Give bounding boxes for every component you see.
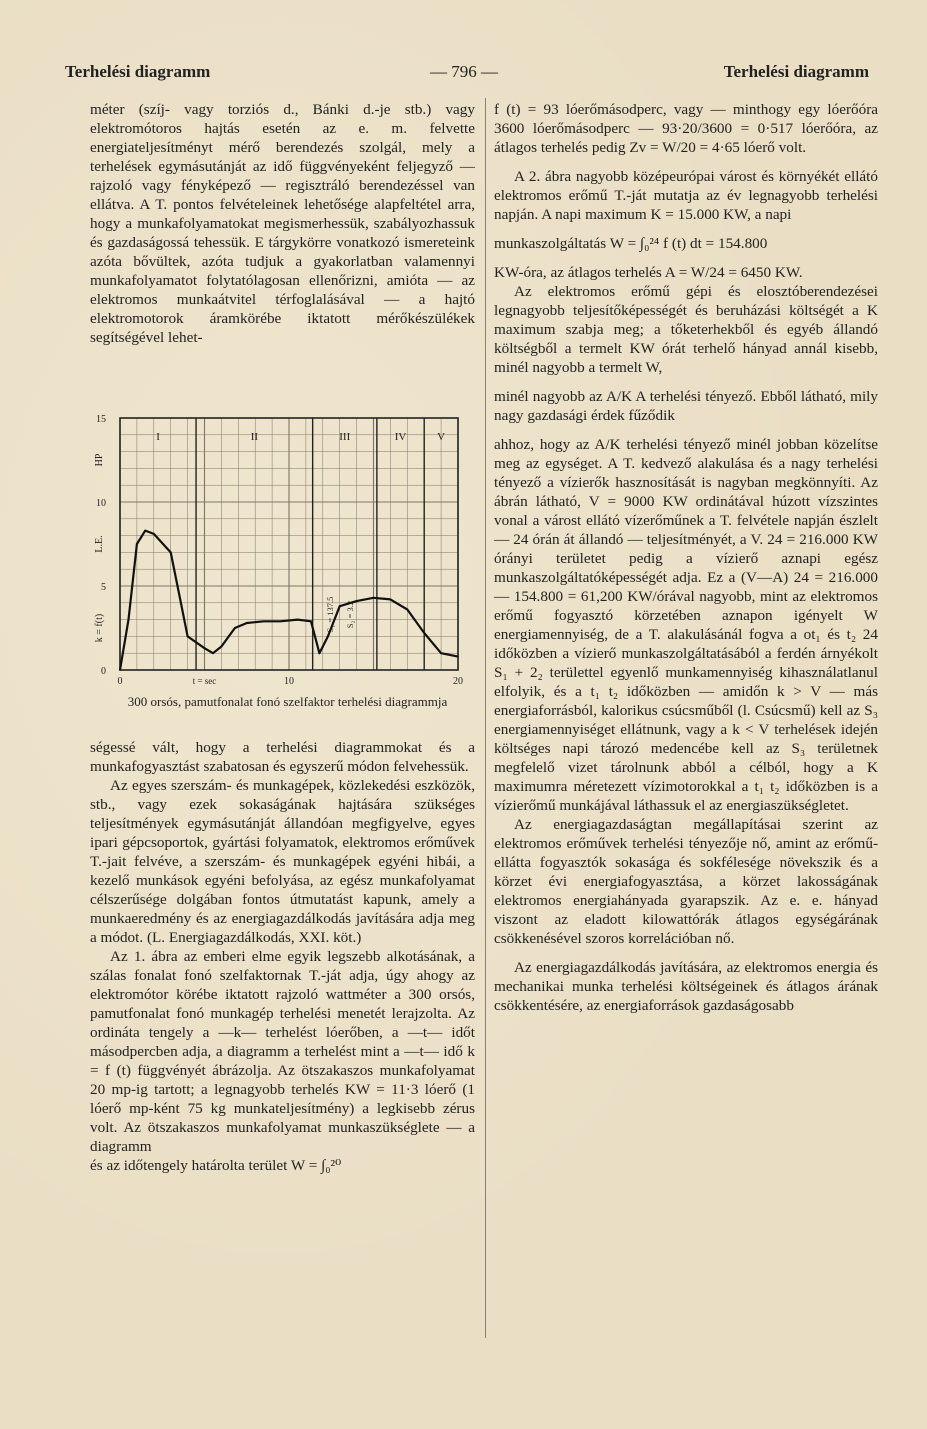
data-point bbox=[373, 597, 375, 599]
data-point bbox=[136, 543, 138, 545]
data-point bbox=[178, 594, 180, 596]
paragraph: és az időtengely határolta terület W = ∫₀²⁰ bbox=[90, 1157, 342, 1174]
data-point bbox=[221, 646, 223, 648]
data-point bbox=[390, 599, 392, 601]
phase-label: I bbox=[156, 430, 160, 443]
y-tick-label: 0 bbox=[101, 666, 106, 677]
y-tick-label: 5 bbox=[101, 582, 106, 593]
data-point bbox=[297, 619, 299, 621]
data-point bbox=[246, 622, 248, 624]
data-point bbox=[145, 530, 147, 532]
paragraph: f (t) = 93 lóerőmásodperc, vagy — minthogy egy lóerőóra 3600 lóerőmásodperc — 93·20/3600 = 0·517 lóerőóra, az átlagos terhelés pedig Zv = W/20 = 4·65 lóerő volt. bbox=[494, 101, 878, 156]
right-column bbox=[494, 100, 878, 1015]
x-axis-label: t = sec bbox=[192, 676, 217, 686]
data-point bbox=[153, 533, 155, 535]
header-left-title: Terhelési diagramm bbox=[65, 62, 211, 81]
x-tick-label: 0 bbox=[117, 676, 123, 687]
y-tick-label: 10 bbox=[96, 498, 106, 509]
data-point bbox=[356, 600, 358, 602]
phase-label: V bbox=[437, 430, 446, 443]
y-secondary-label: L.E. bbox=[94, 535, 105, 553]
data-point bbox=[119, 669, 121, 671]
paragraph: A 2. ábra nagyobb középeurópai várost és környékét ellátó elektromos erőmű T.-ját mutatja az év legnagyobb terhelési napján. A napi maximum K = 15.000 KW, a napi bbox=[494, 168, 878, 223]
y-tick-label: 15 bbox=[96, 414, 106, 425]
paragraph: Az 1. ábra az emberi elme egyik legszebb alkotásának, a szálas fonalat fonó szelfaktornak T.-ját adja, úgy ahogy az elektromótor körébe iktatott rajzoló wattméter a 300 orsós, pamutfonalat fonó munkagép terhelési menetét lerajzolta. Az ordináta tengely a —k— terhelést lóerőben, a —t— időt másodpercben adja, a diagramm a terhelést mint a —t— idő k = f (t) függvényét ábrázolja. Az ötszakaszos munkafolyamat 20 mp-ig tartott; a legnagyobb terhelés KW = 11·3 lóerő (1 lóerő mp-ként 75 kg munkateljesítmény) a legkisebb zérus volt. Az ötszakaszos munkafolyamat munkaszükséglete — a diagramm bbox=[90, 948, 475, 1155]
phase-label: IV bbox=[394, 430, 407, 443]
load-diagram-svg bbox=[90, 400, 480, 692]
paragraph: Az elektromos erőmű gépi és elosztóberendezései legnagyobb teljesítőképességét és beruházási költségét a K maximum szabja meg; a tőketerhekből és egyéb állandó költségből a termelt KW órát terhelő hányad annál kisebb, minél nagyobb a termelt W, bbox=[494, 283, 878, 376]
data-point bbox=[339, 605, 341, 607]
data-point bbox=[263, 620, 265, 622]
data-point bbox=[280, 620, 282, 622]
data-point bbox=[204, 647, 206, 649]
area-annotation: S₂ = 3.2 bbox=[345, 600, 356, 629]
load-diagram-figure bbox=[90, 400, 480, 692]
x-tick-label: 10 bbox=[284, 676, 294, 687]
phase-label: III bbox=[339, 430, 351, 443]
left-column-top bbox=[90, 100, 475, 347]
data-point bbox=[310, 620, 312, 622]
y-axis-label: k = f(t) bbox=[94, 613, 105, 643]
data-point bbox=[234, 627, 236, 629]
area-annotation: S₁ = 137.5 bbox=[324, 596, 335, 633]
data-point bbox=[407, 609, 409, 611]
data-point bbox=[187, 636, 189, 638]
x-tick-label: 20 bbox=[453, 676, 463, 687]
paragraph: Az energiagazdaságtan megállapításai szerint az elektromos erőművek terhelési tényezője nő, amint az erőmű-ellátta fogyasztók sokasága és sokfélesége növekszik és a körzet évi energiafogyasztása, a körzet lakosságának elektromos energiahányada gyarapszik. Az e. e. hányad viszont az eladott kilowattórák átlagos egységárának csökkenésével szoros korrelációban nő. bbox=[494, 816, 878, 947]
paragraph: Az egyes szerszám- és munkagépek, közlekedési eszközök, stb., vagy ezek sokaságának hajtására szükséges teljesítmények egymásutánját állandóan megfigyelve, egyes ipari gépcsoportok, gyártási folyamatok, elektromos erőművek T.-jait felvéve, a szerszám- és munkagépek egyéni hibái, a kezelő munkások egyéni befolyása, az egész munkafolyamat célszerűsége dolgában fontos útmutatást kapunk, amely a munkaeredmény és az energiagazdálkodás javítására adja meg a módot. (L. Energiagazdálkodás, XXI. köt.) bbox=[90, 777, 475, 946]
data-point bbox=[457, 656, 459, 658]
left-column-bottom bbox=[90, 738, 475, 1175]
data-point bbox=[319, 652, 321, 654]
figure-caption: 300 orsós, pamutfonalat fonó szelfaktor terhelési diagrammja bbox=[127, 694, 448, 709]
paragraph: Az energiagazdálkodás javítására, az elektromos energia és mechanikai munka terhelési költségeinek és átlagos árának csökkentésére, az energiaforrások gazdaságosabb bbox=[494, 959, 878, 1014]
header-page-number: — 796 — bbox=[430, 62, 498, 81]
y-unit-label: HP bbox=[94, 453, 105, 467]
phase-label: II bbox=[250, 430, 259, 443]
header-right-title: Terhelési diagramm bbox=[723, 62, 869, 81]
data-point bbox=[327, 636, 329, 638]
data-point bbox=[440, 652, 442, 654]
paragraph: ségessé vált, hogy a terhelési diagrammokat és a munkafogyasztást szabatosan és egyszerű módon felvehessük. bbox=[90, 739, 475, 775]
data-point bbox=[423, 632, 425, 634]
paragraph: minél nagyobb az A/K A terhelési tényező. Ebből látható, mily nagy gazdasági érdek fűződik bbox=[494, 388, 878, 424]
data-point bbox=[128, 619, 130, 621]
paragraph: ahhoz, hogy az A/K terhelési tényező minél jobban közelítse meg az egységet. A T. kedvező alakulása és a nagy terhelési tényező a vízierők hasznosítását is nagyban megkönnyíti. Az ábrán látható, V = 9000 KW ordinátával húzott vízszintes vonal a várost ellátó vízerőműnek a T. felvétele napján észlelt — 24 órán át állandó — teljesítményét, a V. 24 = 216.000 KW órányi területet pedig a vízierő aznapi egész munkaszolgáltatóképességét adja. Ez a (V—A) 24 = 216.000 — 154.800 = 61,200 KW/órával nagyobb, mint az elektromos erőmű fogyasztó körzetében aznapon igényelt W energiamennyiség, de a T. alakulásánál fogva a ot₁ és t₂ 24 időközben a vízierő munkaszolgáltatásából a ferdén árnyékolt S₁ + 2₂ területtel egyenlő munkamennyiség kihasználatlanul elfolyik, és a t₁ t₂ időközben — amidőn k > V — más energiaforrásból, kalorikus csúcsműből (l. Csúcsmű) kell az S₃ energiamennyiséget ellátnunk, vagy a k < V terhelések idején költséges napi tározó medencébe kell az S₃ területnek megfelelő vizet tárolnunk abból a célból, hogy a K maximumra méretezett vízimotorokkal a t₁ t₂ időközben is a vízierőmű munkájával láthassuk el az energiaszükségletet. bbox=[494, 436, 878, 814]
column-divider bbox=[485, 98, 486, 1338]
page-header bbox=[0, 62, 927, 88]
formula-line: munkaszolgáltatás W = ∫₀²⁴ f (t) dt = 154.800 bbox=[494, 235, 768, 252]
data-point bbox=[212, 652, 214, 654]
paragraph: KW-óra, az átlagos terhelés A = W/24 = 6450 KW. bbox=[494, 264, 803, 281]
data-point bbox=[170, 552, 172, 554]
paragraph: méter (szíj- vagy torziós d., Bánki d.-je stb.) vagy elektromótoros hajtás esetén az e. m. felvette energiateljesítményt mérő berendezés szolgál, mely a terhelések egymásutánját az idő függvényeként feljegyző — rajzoló vagy fényképező — regisztráló berendezéssel van ellátva. A T. pontos felvételeinek lehetősége alapfeltétel arra, hogy a munkafolyamatokat megismerhessük, szabályozhassuk és gazdaságossá tehessük. E tárgykörre vonatkozó ismereteink azóta bővültek, azóta tudjuk a gyakorlatban valamennyi munkafolyamatot folytatólagosan ellenőrizni, amióta — az elektromos munkaátvitel térfoglalásával — a hajtó elektromotorok áramkörébe iktatott mérőkészülékek segítségével lehet- bbox=[90, 101, 475, 346]
